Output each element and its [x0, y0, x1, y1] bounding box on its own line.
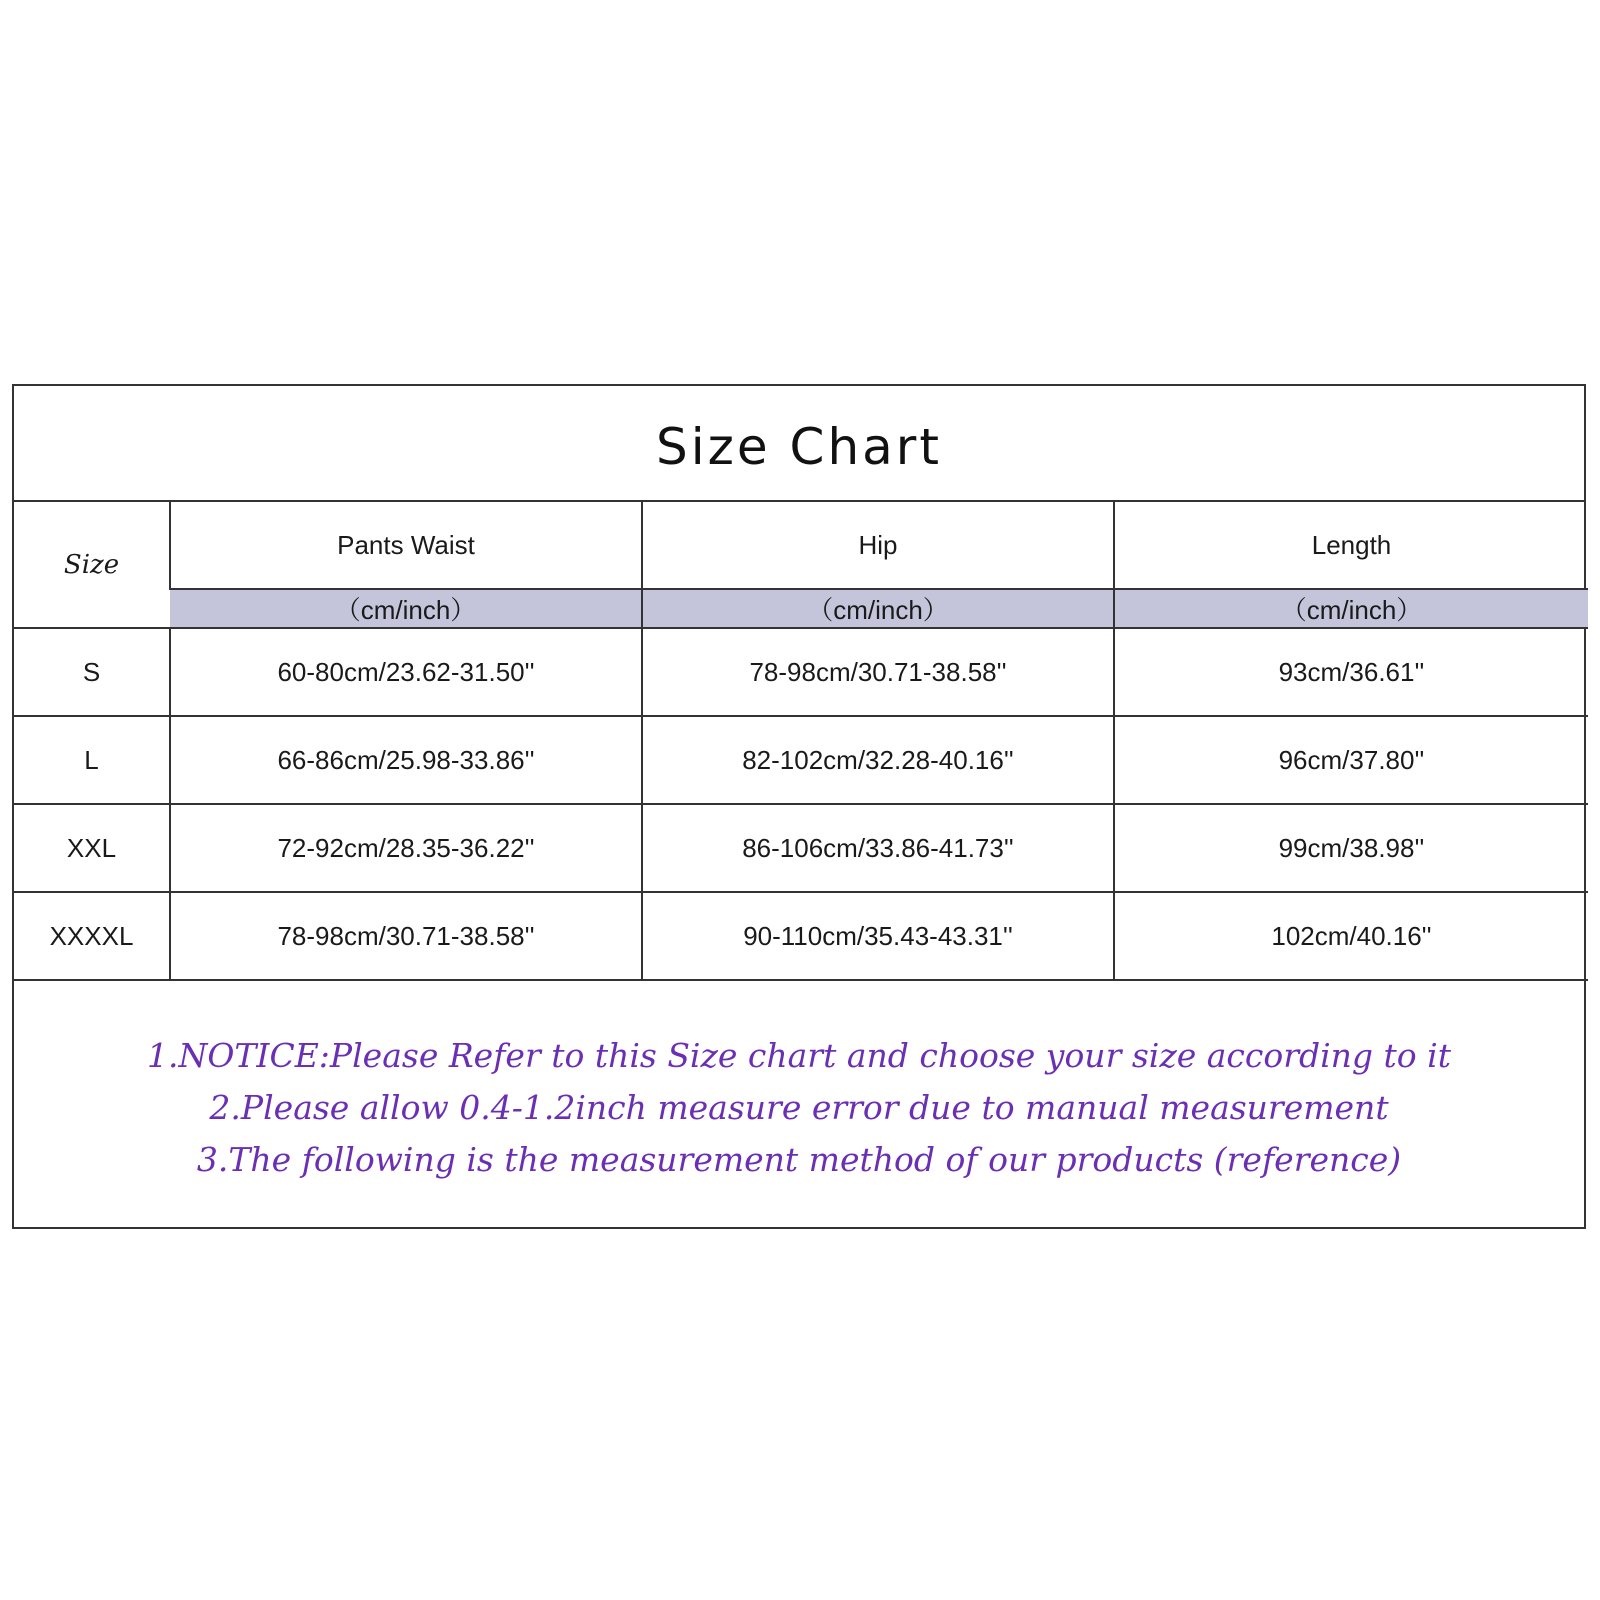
unit-label-length: （cm/inch） [1114, 589, 1588, 628]
notes-section [14, 987, 1584, 1229]
size-cell: XXL [14, 804, 170, 892]
table-row [14, 716, 1588, 804]
hip-cell: 86-106cm/33.86-41.73'' [642, 804, 1114, 892]
size-chart [12, 384, 1586, 1229]
size-cell: L [14, 716, 170, 804]
size-table [14, 502, 1588, 981]
waist-cell: 60-80cm/23.62-31.50'' [170, 628, 642, 716]
table-row [14, 628, 1588, 716]
table-row [14, 804, 1588, 892]
column-header-hip: Hip [642, 502, 1114, 589]
unit-label-waist: （cm/inch） [170, 589, 642, 628]
hip-cell: 82-102cm/32.28-40.16'' [642, 716, 1114, 804]
unit-label-hip: （cm/inch） [642, 589, 1114, 628]
column-header-length: Length [1114, 502, 1588, 589]
chart-title: Size Chart [656, 418, 942, 476]
header-row [14, 502, 1588, 589]
waist-cell: 72-92cm/28.35-36.22'' [170, 804, 642, 892]
hip-cell: 90-110cm/35.43-43.31'' [642, 892, 1114, 980]
unit-row [14, 589, 1588, 628]
waist-cell: 66-86cm/25.98-33.86'' [170, 716, 642, 804]
column-header-waist: Pants Waist [170, 502, 642, 589]
size-cell: XXXXL [14, 892, 170, 980]
waist-cell: 78-98cm/30.71-38.58'' [170, 892, 642, 980]
length-cell: 99cm/38.98'' [1114, 804, 1588, 892]
note-line: 3.The following is the measurement method of our products (reference) [196, 1140, 1402, 1179]
size-cell: S [14, 628, 170, 716]
length-cell: 96cm/37.80'' [1114, 716, 1588, 804]
length-cell: 102cm/40.16'' [1114, 892, 1588, 980]
title-row [14, 386, 1584, 502]
length-cell: 93cm/36.61'' [1114, 628, 1588, 716]
note-line: 1.NOTICE:Please Refer to this Size chart and choose your size according to it [147, 1036, 1451, 1075]
size-column-header: Size [14, 502, 170, 628]
hip-cell: 78-98cm/30.71-38.58'' [642, 628, 1114, 716]
table-row [14, 892, 1588, 980]
note-line: 2.Please allow 0.4-1.2inch measure error due to manual measurement [209, 1088, 1389, 1127]
